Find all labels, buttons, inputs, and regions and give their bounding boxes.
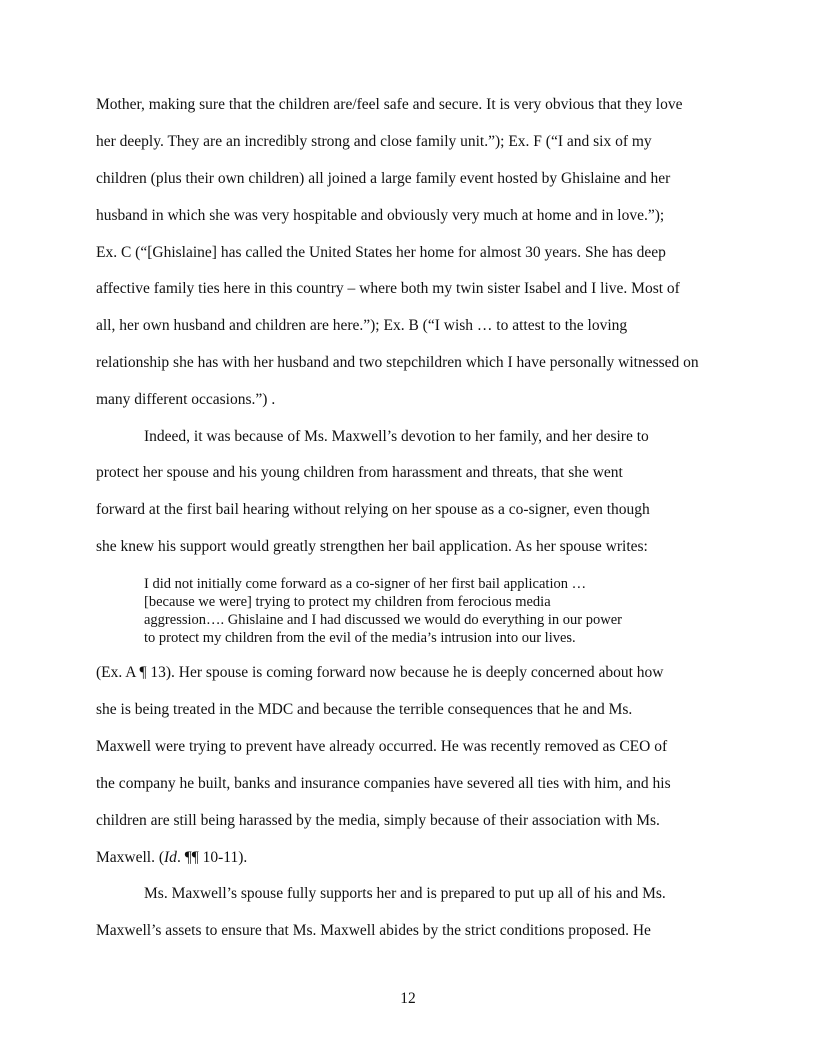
text-line: affective family ties here in this country – where both my twin sister Isabel and I live. Most of: [96, 280, 680, 297]
page-number: 12: [400, 990, 416, 1007]
text-line: her deeply. They are an incredibly strong and close family unit.”); Ex. F (“I and six of my: [96, 133, 652, 150]
quote-line: aggression…. Ghislaine and I had discussed we would do everything in our power: [144, 612, 622, 628]
text-line: she knew his support would greatly strengthen her bail application. As her spouse writes:: [96, 538, 648, 555]
text-line: (Ex. A ¶ 13). Her spouse is coming forward now because he is deeply concerned about how: [96, 664, 664, 681]
quote-line: [because we were] trying to protect my children from ferocious media: [144, 594, 551, 610]
text-line: Mother, making sure that the children are/feel safe and secure. It is very obvious that they love: [96, 96, 683, 113]
quote-line: to protect my children from the evil of the media’s intrusion into our lives.: [144, 630, 576, 646]
text-line: protect her spouse and his young children from harassment and threats, that she went: [96, 464, 623, 481]
text-line: many different occasions.”) .: [96, 391, 276, 408]
text-line: forward at the first bail hearing without relying on her spouse as a co-signer, even though: [96, 501, 650, 518]
text-line-citation: [96, 849, 247, 867]
text-line: Maxwell were trying to prevent have already occurred. He was recently removed as CEO of: [96, 738, 668, 755]
text-line: relationship she has with her husband and two stepchildren which I have personally witnessed on: [96, 354, 699, 371]
text-line: she is being treated in the MDC and because the terrible consequences that he and Ms.: [96, 701, 633, 718]
citation-suffix: . ¶¶ 10-11).: [176, 849, 248, 866]
text-line: the company he built, banks and insurance companies have severed all ties with him, and his: [96, 775, 671, 792]
text-line: Ex. C (“[Ghislaine] has called the United States her home for almost 30 years. She has deep: [96, 244, 666, 261]
citation-italic: Id: [164, 849, 177, 866]
text-line: Ms. Maxwell’s spouse fully supports her and is prepared to put up all of his and Ms.: [144, 885, 666, 902]
quote-line: I did not initially come forward as a co-signer of her first bail application …: [144, 576, 587, 592]
text-line: children (plus their own children) all joined a large family event hosted by Ghislaine and her: [96, 170, 671, 187]
text-line: Indeed, it was because of Ms. Maxwell’s devotion to her family, and her desire to: [144, 428, 649, 445]
text-line: all, her own husband and children are here.”); Ex. B (“I wish … to attest to the loving: [96, 317, 628, 334]
text-line: Maxwell’s assets to ensure that Ms. Maxwell abides by the strict conditions proposed. He: [96, 922, 651, 939]
citation-prefix: Maxwell. (: [96, 849, 165, 866]
text-line: children are still being harassed by the media, simply because of their association with Ms.: [96, 812, 660, 829]
text-line: husband in which she was very hospitable and obviously very much at home and in love.”);: [96, 207, 665, 224]
